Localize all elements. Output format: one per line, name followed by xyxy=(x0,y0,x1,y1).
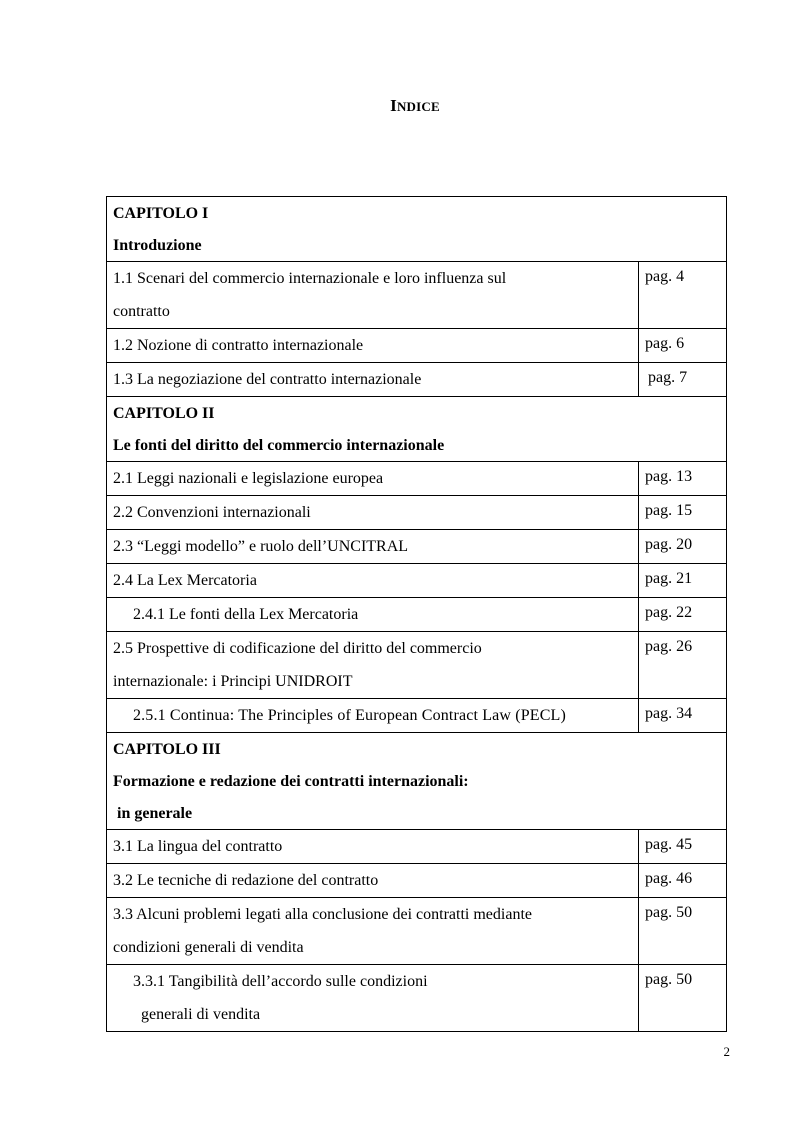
chapter-header xyxy=(107,397,727,462)
toc-entry-line: 2.4 La Lex Mercatoria xyxy=(113,572,257,589)
toc-page xyxy=(639,496,727,530)
toc-page xyxy=(639,898,727,965)
page-title xyxy=(0,96,794,116)
toc-entry-line: 2.3 “Leggi modello” e ruolo dell’UNCITRAL xyxy=(113,538,409,555)
toc-entry-row xyxy=(107,965,727,1032)
toc-page-label: pag. 46 xyxy=(645,870,693,887)
toc-entry[interactable] xyxy=(107,329,639,363)
toc-entry[interactable] xyxy=(107,598,639,632)
toc-page-label: pag. 20 xyxy=(645,536,693,553)
toc-entry[interactable] xyxy=(107,699,639,733)
toc-entry-row xyxy=(107,898,727,965)
title-rest: NDICE xyxy=(396,99,440,114)
toc-page-label: pag. 15 xyxy=(645,502,693,519)
toc-entry-row xyxy=(107,363,727,397)
toc-entry[interactable] xyxy=(107,864,639,898)
page-number: 2 xyxy=(723,1044,730,1059)
toc-page xyxy=(639,530,727,564)
chapter-header xyxy=(107,733,727,830)
chapter-subtitle-continued: in generale xyxy=(113,805,193,822)
toc-entry[interactable] xyxy=(107,530,639,564)
chapter-subtitle: Le fonti del diritto del commercio internazionale xyxy=(113,437,445,454)
toc-page-label: pag. 7 xyxy=(648,369,688,386)
chapter-heading: CAPITOLO I xyxy=(113,205,209,222)
toc-page xyxy=(639,564,727,598)
toc-entry-line: 2.1 Leggi nazionali e legislazione europea xyxy=(113,470,384,487)
toc-entry-line: 2.2 Convenzioni internazionali xyxy=(113,504,311,521)
toc-entry-line: 3.3.1 Tangibilità dell’accordo sulle condizioni xyxy=(133,973,428,990)
chapter-header-row xyxy=(107,397,727,462)
toc-page xyxy=(639,363,727,397)
toc-page xyxy=(639,830,727,864)
toc-entry-line: 1.3 La negoziazione del contratto internazionale xyxy=(113,371,422,388)
chapter-header-row xyxy=(107,197,727,262)
toc-page xyxy=(639,462,727,496)
table-of-contents xyxy=(106,196,727,1032)
toc-entry[interactable] xyxy=(107,262,639,329)
toc-page xyxy=(639,864,727,898)
toc-page-label: pag. 50 xyxy=(645,971,693,988)
toc-entry-line: 3.3 Alcuni problemi legati alla conclusione dei contratti mediante xyxy=(113,906,532,923)
toc-entry-row xyxy=(107,530,727,564)
toc-entry-row xyxy=(107,632,727,699)
toc-entry-line: contratto xyxy=(113,303,170,320)
toc-entry[interactable] xyxy=(107,564,639,598)
toc-entry[interactable] xyxy=(107,965,639,1032)
chapter-header xyxy=(107,197,727,262)
toc-page-label: pag. 34 xyxy=(645,705,693,722)
toc-entry-row xyxy=(107,699,727,733)
chapter-subtitle: Formazione e redazione dei contratti internazionali: xyxy=(113,773,469,790)
toc-entry[interactable] xyxy=(107,898,639,965)
toc-entry-row xyxy=(107,864,727,898)
toc-entry[interactable] xyxy=(107,462,639,496)
toc-entry-line: 3.2 Le tecniche di redazione del contratto xyxy=(113,872,379,889)
toc-page-label: pag. 50 xyxy=(645,904,693,921)
toc-entry-line: generali di vendita xyxy=(137,1006,261,1023)
toc-entry-line: 2.5.1 Continua: The Principles of European Contract Law (PECL) xyxy=(133,707,566,724)
title-initial: I xyxy=(390,96,397,115)
toc-entry-line: 3.1 La lingua del contratto xyxy=(113,838,283,855)
toc-entry-line: 2.5 Prospettive di codificazione del diritto del commercio xyxy=(113,640,482,657)
toc-entry-row xyxy=(107,830,727,864)
toc-entry-row xyxy=(107,564,727,598)
toc-page-label: pag. 26 xyxy=(645,638,693,655)
toc-page-label: pag. 45 xyxy=(645,836,693,853)
toc-entry[interactable] xyxy=(107,363,639,397)
toc-entry-line: internazionale: i Principi UNIDROIT xyxy=(113,673,353,690)
toc-entry[interactable] xyxy=(107,830,639,864)
toc-page xyxy=(639,262,727,329)
toc-entry-line: 2.4.1 Le fonti della Lex Mercatoria xyxy=(133,606,359,623)
toc-entry-row xyxy=(107,598,727,632)
toc-entry-line: 1.2 Nozione di contratto internazionale xyxy=(113,337,364,354)
toc-page xyxy=(639,598,727,632)
toc-page xyxy=(639,699,727,733)
toc-entry-row xyxy=(107,329,727,363)
toc-page xyxy=(639,632,727,699)
toc-page-label: pag. 4 xyxy=(645,268,685,285)
toc-page-label: pag. 21 xyxy=(645,570,693,587)
toc-page-label: pag. 22 xyxy=(645,604,693,621)
toc-page-label: pag. 6 xyxy=(645,335,685,352)
toc-entry-line: 1.1 Scenari del commercio internazionale e loro influenza sul xyxy=(113,270,507,287)
toc-entry[interactable] xyxy=(107,496,639,530)
toc-page xyxy=(639,329,727,363)
toc-entry[interactable] xyxy=(107,632,639,699)
toc-entry-row xyxy=(107,496,727,530)
chapter-heading: CAPITOLO II xyxy=(113,405,215,422)
toc-entry-row xyxy=(107,462,727,496)
toc-page-label: pag. 13 xyxy=(645,468,693,485)
chapter-subtitle: Introduzione xyxy=(113,237,202,254)
toc-page xyxy=(639,965,727,1032)
toc-entry-line: condizioni generali di vendita xyxy=(113,939,304,956)
chapter-header-row xyxy=(107,733,727,830)
chapter-heading: CAPITOLO III xyxy=(113,741,221,758)
toc-entry-row xyxy=(107,262,727,329)
